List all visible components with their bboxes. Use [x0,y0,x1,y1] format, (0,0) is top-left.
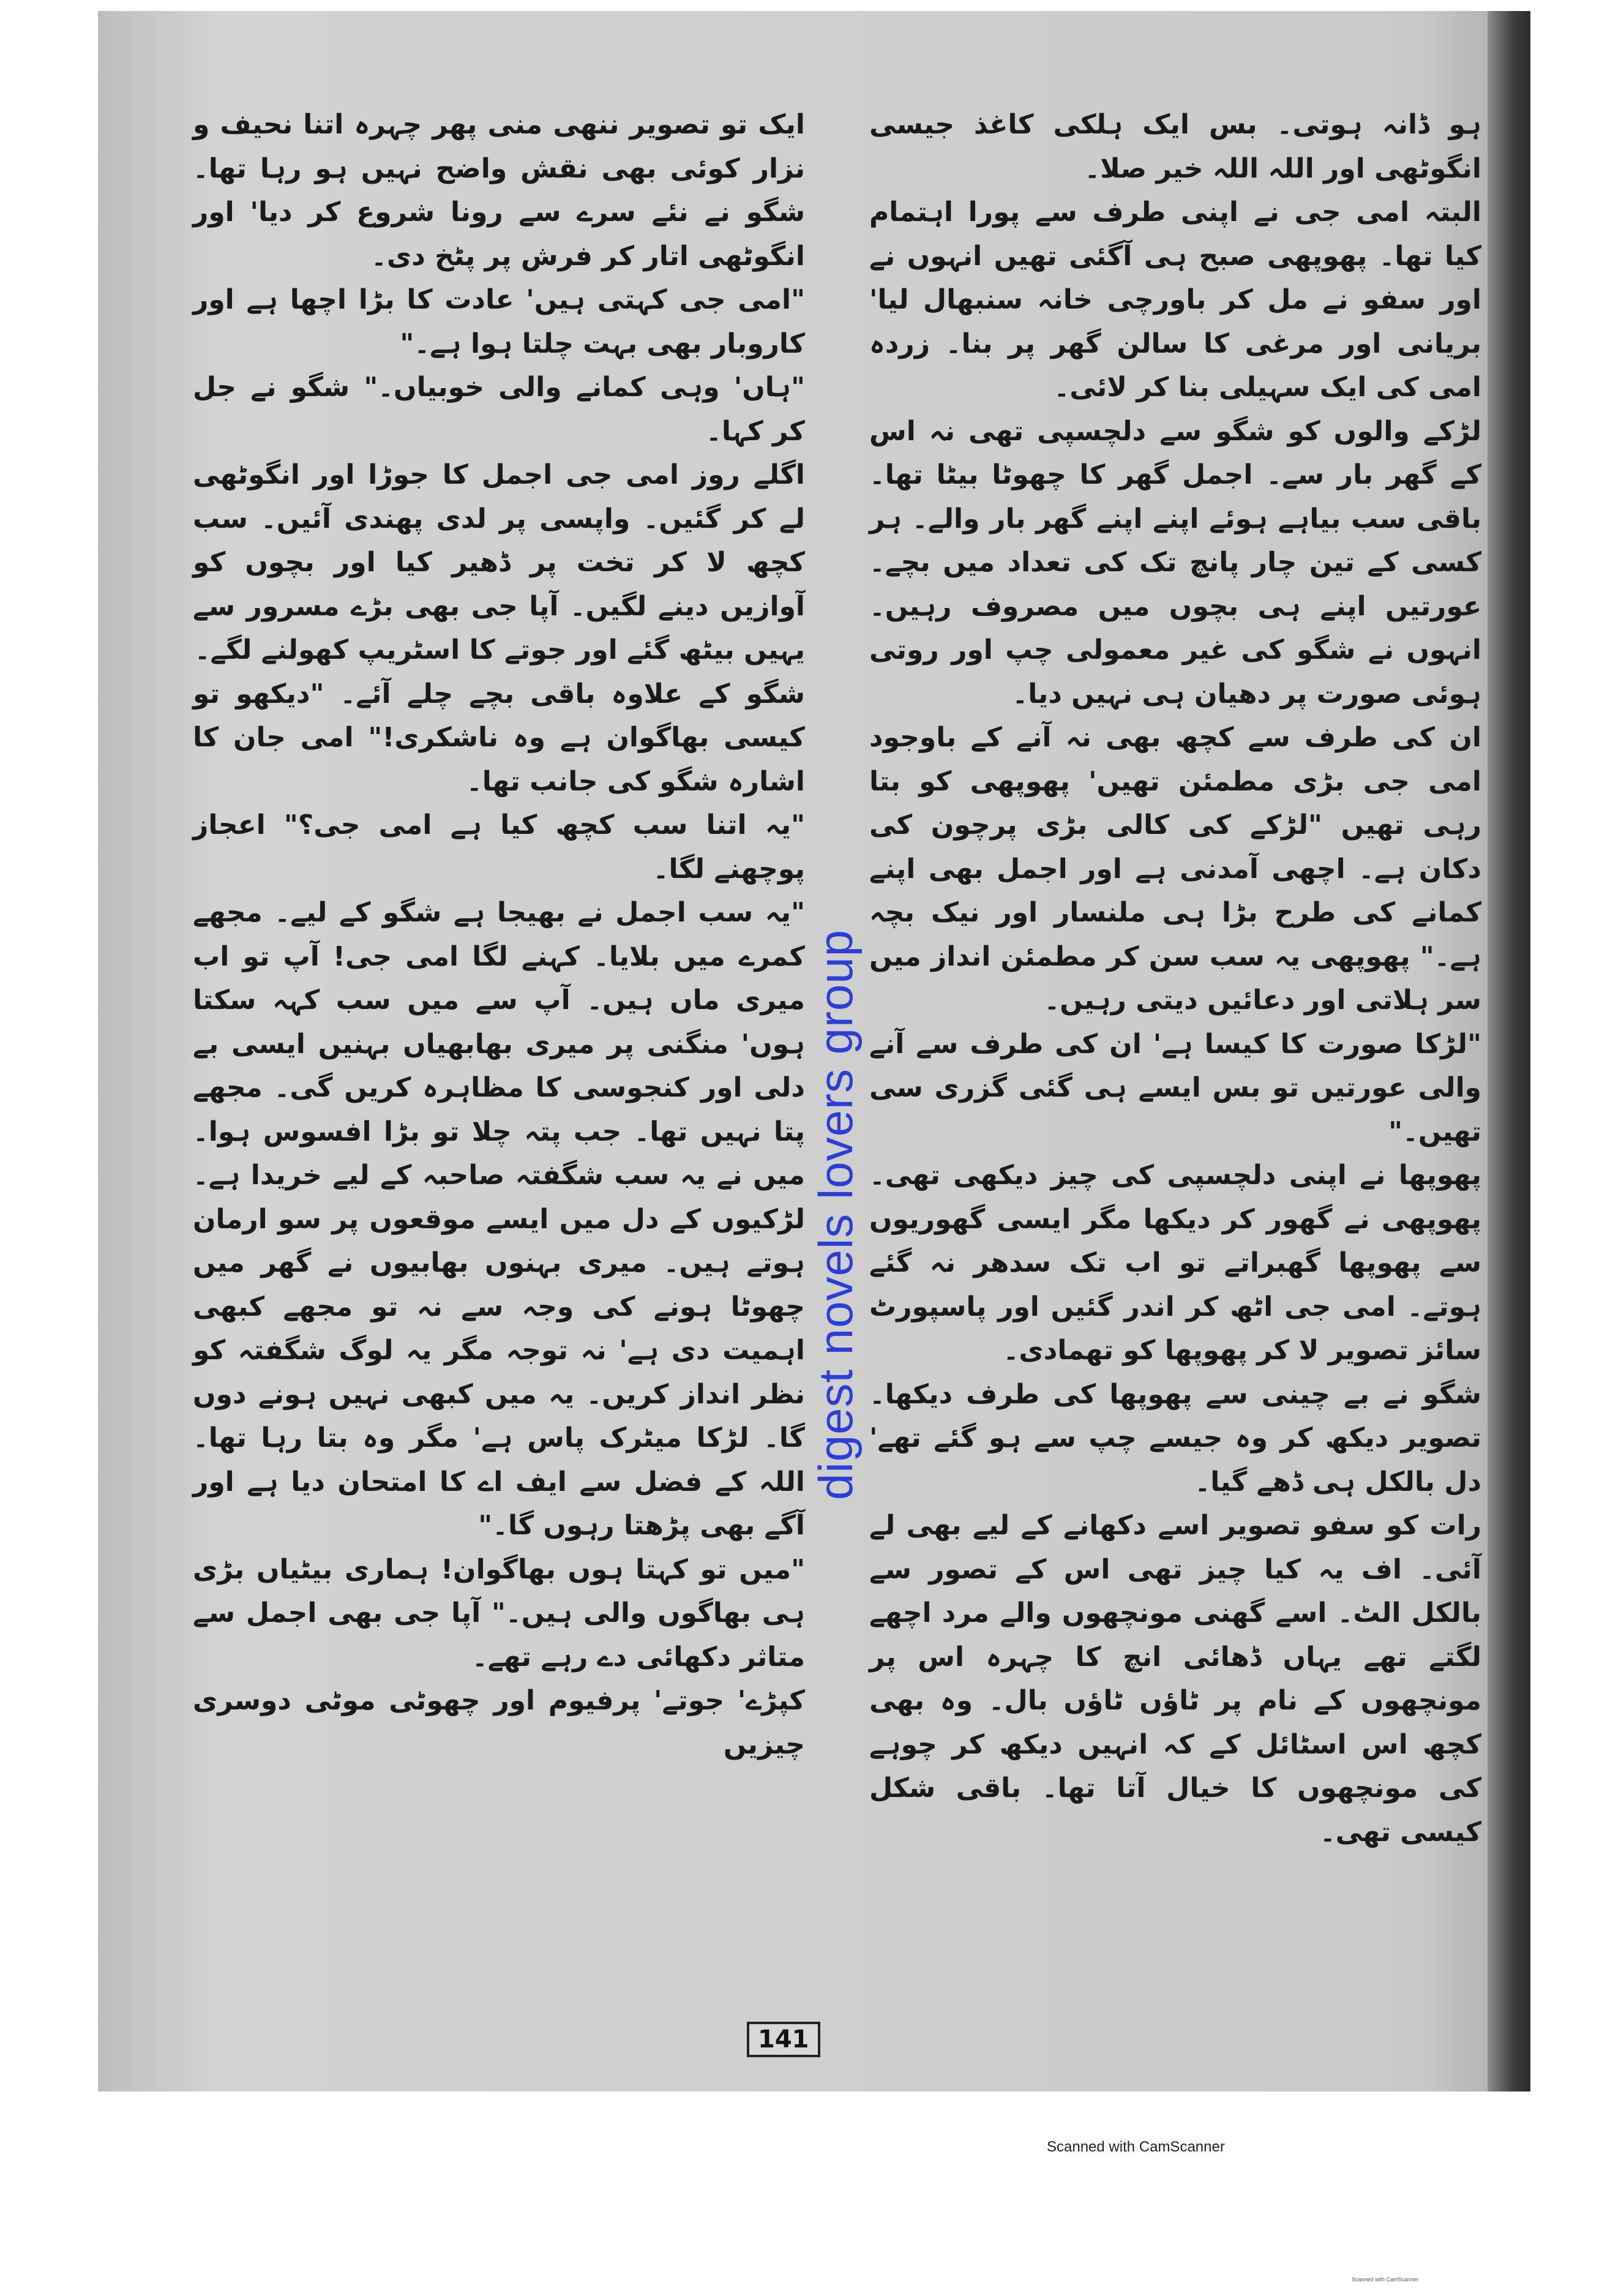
paragraph: ان کی طرف سے کچھ بھی نہ آنے کے باوجود امی جی بڑی مطمئن تھیں' پھوپھی کو بتا رہی تھیں "لڑکے کی کالی بڑی پرچون کی دکان ہے۔ اچھی آمدنی ہے اور اجمل بھی اپنے کمانے کی طرح بڑا ہی ملنسار اور نیک بچہ ہے۔" پھوپھی یہ سب سن کر مطمئن انداز میں سر ہلاتی اور دعائیں دیتی رہیں۔ [869,722,1481,1016]
paragraph: "یہ سب اجمل نے بھیجا ہے شگو کے لیے۔ مجھے کمرے میں بلایا۔ کہنے لگا امی جی! آپ تو اب میری ماں ہیں۔ آپ سے میں سب کہہ سکتا ہوں' منگنی پر میری بھابھیاں بہنیں ایسی بے دلی اور کنجوسی کا مظاہرہ کریں گی۔ مجھے پتا نہیں تھا۔ جب پتہ چلا تو بڑا افسوس ہوا۔ میں نے یہ سب شگفتہ صاحبہ کے لیے خریدا ہے۔ لڑکیوں کے دل میں ایسے موقعوں پر سو ارمان ہوتے ہیں۔ میری بہنوں بھابیوں نے گھر میں چھوٹا ہونے کی وجہ سے نہ تو مجھے کبھی اہمیت دی ہے' نہ توجہ مگر یہ لوگ شگفتہ کو نظر انداز کریں۔ یہ میں کبھی نہیں ہونے دوں گا۔ لڑکا میٹرک پاس ہے' مگر وہ بتا رہا تھا۔ اللہ کے فضل سے ایف اے کا امتحان دیا ہے اور آگے بھی پڑھتا رہوں گا۔" [193,897,805,1541]
scanner-footer: Scanned with CamScanner [1047,2139,1225,2155]
paragraph: البتہ امی جی نے اپنی طرف سے پورا اہتمام کیا تھا۔ پھوپھی صبح ہی آگئی تھیں انہوں نے اور سفو نے مل کر باورچی خانہ سنبھال لیا' بریانی اور مرغی کا سالن گھر پر بنا۔ زردہ امی کی ایک سہیلی بنا کر لائی۔ [869,197,1481,403]
right-text-column [869,103,1481,1854]
watermark-text: digest novels lovers group [809,929,863,1500]
paragraph: کپڑے' جوتے' پرفیوم اور چھوٹی موٹی دوسری چیزیں [193,1685,805,1760]
paragraph: رات کو سفو تصویر اسے دکھانے کے لیے بھی لے آئی۔ اف یہ کیا چیز تھی اس کے تصور سے بالکل الٹ۔ اسے گھنی مونچھوں والے مرد اچھے لگتے تھے یہاں ڈھائی انچ کا چہرہ اس پر مونچھوں کے نام پر ٹاؤں ٹاؤں بال۔ وہ بھی کچھ اس اسٹائل کے کہ انہیں دیکھ کر چوہے کی مونچھوں کا خیال آتا تھا۔ باقی شکل کیسی تھی۔ [869,1510,1481,1848]
scanner-footer-small: Scanned with CamScanner [1352,2276,1419,2283]
paragraph: "یہ اتنا سب کچھ کیا ہے امی جی؟" اعجاز پوچھنے لگا۔ [193,809,805,885]
paragraph: اگلے روز امی جی اجمل کا جوڑا اور انگوٹھی لے کر گئیں۔ واپسی پر لدی پھندی آئیں۔ سب کچھ لا کر تخت پر ڈھیر کیا اور بچوں کو آوازیں دینے لگیں۔ آپا جی بھی بڑے مسرور سے یہیں بیٹھ گئے اور جوتے کا اسٹریپ کھولنے لگے۔ [193,459,805,666]
page-number: 141 [747,2022,820,2057]
paragraph: ہو ڈانہ ہوتی۔ بس ایک ہلکی کاغذ جیسی انگوٹھی اور اللہ اللہ خیر صلا۔ [869,109,1481,184]
book-spine-shadow [1488,11,1530,2092]
paragraph: "امی جی کہتی ہیں' عادت کا بڑا اچھا ہے اور کاروبار بھی بہت چلتا ہوا ہے۔" [193,284,805,359]
paragraph: "ہاں' وہی کمانے والی خوبیاں۔" شگو نے جل کر کہا۔ [193,372,805,447]
paragraph: "لڑکا صورت کا کیسا ہے' ان کی طرف سے آنے والی عورتیں تو بس ایسے ہی گئی گزری سی تھیں۔" [869,1028,1481,1147]
paragraph: ایک تو تصویر ننھی منی پھر چہرہ اتنا نحیف و نزار کوئی بھی نقش واضح نہیں ہو رہا تھا۔ شگو نے نئے سرے سے رونا شروع کر دیا' اور انگوٹھی اتار کر فرش پر پٹخ دی۔ [193,109,805,272]
paragraph: لڑکے والوں کو شگو سے دلچسپی تھی نہ اس کے گھر بار سے۔ اجمل گھر کا چھوٹا بیٹا تھا۔ باقی سب بیاہے ہوئے اپنے اپنے گھر بار والے۔ ہر کسی کے تین چار پانچ تک کی تعداد میں بچے۔ عورتیں اپنے ہی بچوں میں مصروف رہیں۔ انہوں نے شگو کی غیر معمولی چپ اور روتی ہوئی صورت پر دھیان ہی نہیں دیا۔ [869,415,1481,710]
paragraph: "میں تو کہتا ہوں بھاگوان! ہماری بیٹیاں بڑی ہی بھاگوں والی ہیں۔" آپا جی بھی اجمل سے متاثر دکھائی دے رہے تھے۔ [193,1553,805,1673]
paragraph: شگو کے علاوہ باقی بچے چلے آئے۔ "دیکھو تو کیسی بھاگوان ہے وہ ناشکری!" امی جان کا اشارہ شگو کی جانب تھا۔ [193,678,805,797]
paragraph: شگو نے بے چینی سے پھوپھا کی طرف دیکھا۔ تصویر دیکھ کر وہ جیسے چپ سے ہو گئے تھے' دل بالکل ہی ڈھے گیا۔ [869,1378,1481,1498]
left-text-column [193,103,805,1766]
paragraph: پھوپھا نے اپنی دلچسپی کی چیز دیکھی تھی۔ پھوپھی نے گھور کر دیکھا مگر ایسی گھوریوں سے پھوپھا گھبراتے تو اب تک سدھر نہ گئے ہوتے۔ امی جی اٹھ کر اندر گئیں اور پاسپورٹ سائز تصویر لا کر پھوپھا کو تھمادی۔ [869,1160,1481,1366]
